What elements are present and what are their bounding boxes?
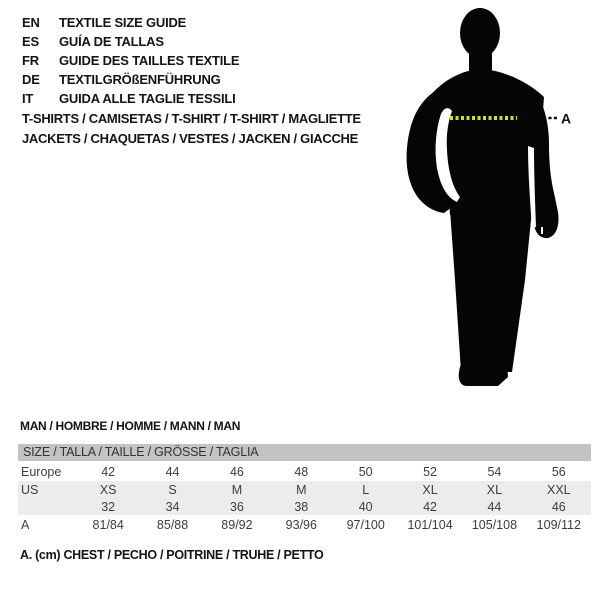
size-cell: L xyxy=(362,482,370,497)
size-cell: 44 xyxy=(487,499,502,514)
size-cell: 50 xyxy=(358,465,373,479)
size-cell: 85/88 xyxy=(156,517,189,532)
size-cell: M xyxy=(296,482,307,497)
language-label: TEXTILGRÖßENFÜHRUNG xyxy=(59,72,221,87)
language-row xyxy=(22,70,239,89)
size-cell: 48 xyxy=(294,465,309,479)
language-code: ES xyxy=(22,34,39,49)
legs-shape xyxy=(450,210,532,372)
size-cell: 36 xyxy=(229,499,244,514)
size-cell: XXL xyxy=(546,482,571,497)
size-cell: 89/92 xyxy=(221,517,253,532)
language-label: GUIDA ALLE TAGLIE TESSILI xyxy=(59,91,236,106)
language-label: GUÍA DE TALLAS xyxy=(59,34,164,49)
category-list xyxy=(22,109,361,149)
size-cell: M xyxy=(231,482,243,497)
row-label: A xyxy=(21,517,30,532)
size-cell: 44 xyxy=(165,465,180,479)
language-list xyxy=(22,13,239,108)
language-row xyxy=(22,32,239,51)
neck-shape xyxy=(469,46,492,72)
size-cell: XL xyxy=(486,482,503,497)
language-row xyxy=(22,13,239,32)
language-row xyxy=(22,51,239,70)
us-size-band xyxy=(18,481,591,515)
size-cell: S xyxy=(168,482,177,497)
size-cell: 54 xyxy=(487,465,502,479)
row-label: US xyxy=(21,482,39,497)
size-cell: 56 xyxy=(551,465,566,479)
size-cell: 81/84 xyxy=(92,517,124,532)
size-table-header: SIZE / TALLA / TAILLE / GRÖSSE / TAGLIA xyxy=(18,444,591,461)
shoe-shape xyxy=(459,364,508,386)
size-cell: 34 xyxy=(165,499,180,514)
section-title-man: MAN / HOMBRE / HOMME / MANN / MAN xyxy=(20,419,241,433)
language-code: IT xyxy=(22,91,34,106)
category-tshirts: T-SHIRTS / CAMISETAS / T-SHIRT / T-SHIRT / MAGLIETTE xyxy=(22,111,361,126)
size-cell: 38 xyxy=(294,499,309,514)
language-code: EN xyxy=(22,15,40,30)
language-row xyxy=(22,89,239,108)
language-code: FR xyxy=(22,53,39,68)
category-jackets: JACKETS / CHAQUETAS / VESTES / JACKEN / GIACCHE xyxy=(22,131,358,146)
table-row-us-letter xyxy=(18,481,591,498)
size-cell: 46 xyxy=(229,465,244,479)
language-code: DE xyxy=(22,72,40,87)
size-cell: XS xyxy=(99,482,117,497)
footnote-chest: A. (cm) CHEST / PECHO / POITRINE / TRUHE / PETTO xyxy=(20,548,324,562)
table-row-chest xyxy=(18,515,591,534)
measure-label-a: A xyxy=(561,110,572,127)
finger-notch xyxy=(541,227,543,234)
language-label: TEXTILE SIZE GUIDE xyxy=(59,15,187,30)
size-cell: 46 xyxy=(551,499,566,514)
size-cell: XL xyxy=(422,482,438,497)
size-cell: 97/100 xyxy=(346,517,385,532)
size-cell: 32 xyxy=(101,499,116,514)
table-row-europe xyxy=(18,463,591,481)
size-cell: 101/104 xyxy=(407,517,453,532)
man-silhouette xyxy=(405,0,585,400)
row-label: Europe xyxy=(21,465,62,479)
size-cell: 40 xyxy=(358,499,373,514)
size-cell: 109/112 xyxy=(536,517,581,532)
size-cell: 93/96 xyxy=(285,517,317,532)
size-cell: 105/108 xyxy=(471,517,518,532)
size-cell: 52 xyxy=(423,465,438,479)
size-cell: 42 xyxy=(423,499,438,514)
size-cell: 42 xyxy=(101,465,116,479)
table-row-us-number xyxy=(18,498,591,515)
size-table xyxy=(18,444,591,534)
language-label: GUIDE DES TAILLES TEXTILE xyxy=(59,53,240,68)
